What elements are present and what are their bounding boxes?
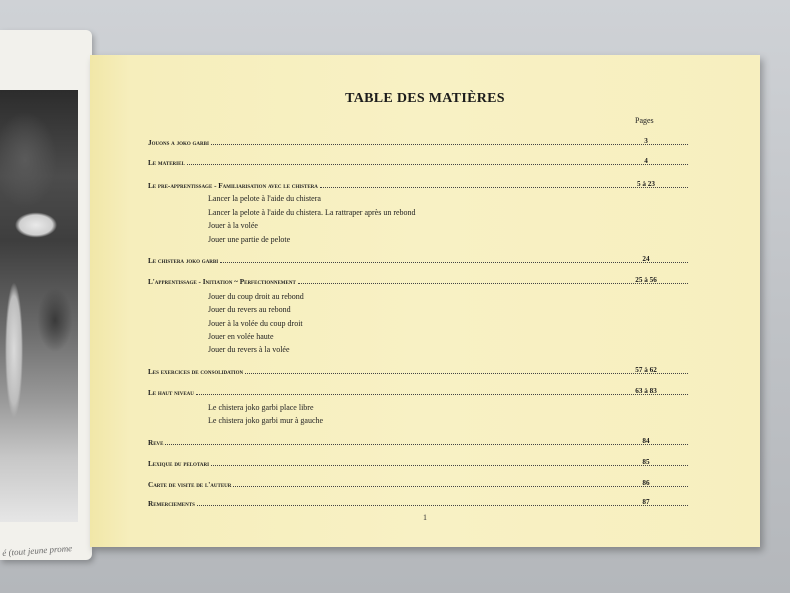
toc-entry-remerciements (148, 496, 690, 508)
toc-subentry: Le chistera joko garbi place libre (208, 403, 314, 412)
page-title: TABLE DES MATIÈRES (345, 91, 505, 106)
toc-entry-page: 24 (642, 255, 650, 263)
toc-entry-jouons (148, 135, 690, 147)
leader-dots (197, 504, 688, 506)
toc-entry-chistera (148, 253, 690, 265)
toc-entry-lexique (148, 456, 690, 468)
table-of-contents-page (90, 55, 760, 547)
toc-entry-carte-de-visite (148, 477, 690, 489)
toc-subentry: Le chistera joko garbi mur à gauche (208, 416, 324, 425)
toc-entry-page: 57 à 62 (635, 366, 657, 374)
leader-dots (211, 143, 688, 145)
toc-entry-title: Les exercices de consolidation (148, 368, 244, 376)
toc-entry-title: Remerciements (148, 500, 195, 508)
toc-subentry: Jouer à la volée du coup droit (208, 319, 303, 328)
toc-entry-page: 25 à 56 (635, 276, 657, 284)
leader-dots (196, 393, 688, 395)
toc-subentry: Jouer du revers au rebond (208, 305, 291, 314)
toc-entry-materiel (148, 155, 690, 167)
toc-entry-page: 5 à 23 (637, 180, 655, 188)
toc-entry-page: 63 à 83 (635, 387, 657, 395)
toc-entry-title: Le haut niveau (148, 389, 194, 397)
toc-entry-title: Le chistera joko garbi (148, 257, 219, 265)
pages-column-label: Pages (635, 116, 654, 125)
toc-entry-page: 4 (644, 157, 648, 165)
toc-entry-pre-apprentissage (148, 178, 690, 190)
pelota-player-photo (0, 90, 78, 522)
toc-entry-title: L'apprentissage - Initiation ~ Perfectionnement (148, 278, 296, 286)
leader-dots (245, 372, 688, 374)
toc-entry-title: Le pre-apprentissage - Familiarisation avec le chistera (148, 182, 318, 190)
toc-entry-haut-niveau (148, 385, 690, 397)
toc-subentry: Jouer en volée haute (208, 332, 274, 341)
toc-entry-title: Lexique du pelotari (148, 460, 210, 468)
leader-dots (187, 163, 688, 165)
toc-entry-page: 84 (642, 437, 650, 445)
toc-entry-page: 87 (642, 498, 650, 506)
toc-entry-title: Jouons a joko garbi (148, 139, 209, 147)
toc-entry-title: Le materiel (148, 159, 185, 167)
toc-entry-exercices (148, 364, 690, 376)
toc-entry-apprentissage (148, 274, 690, 286)
toc-subentry: Jouer du coup droit au rebond (208, 292, 304, 301)
toc-entry-title: Reve (148, 439, 164, 447)
toc-subentry: Jouer à la volée (208, 221, 258, 230)
toc-entry-page: 86 (642, 479, 650, 487)
toc-subentry: Jouer une partie de pelote (208, 235, 291, 244)
toc-entry-reve (148, 435, 690, 447)
toc-entry-page: 85 (642, 458, 650, 466)
photo-caption: é (tout jeune prome (2, 543, 73, 558)
toc-entry-page: 3 (644, 137, 648, 145)
toc-entry-title: Carte de visite de l'auteur (148, 481, 232, 489)
page-number: 1 (423, 513, 427, 522)
toc-subentry: Lancer la pelote à l'aide du chistera (208, 194, 321, 203)
leader-dots (165, 443, 688, 445)
toc-subentry: Lancer la pelote à l'aide du chistera. La rattraper après un rebond (208, 208, 416, 217)
leader-dots (211, 464, 688, 466)
left-page (0, 30, 92, 560)
toc-subentry: Jouer du revers à la volée (208, 345, 290, 354)
leader-dots (220, 261, 688, 263)
leader-dots (233, 485, 688, 487)
